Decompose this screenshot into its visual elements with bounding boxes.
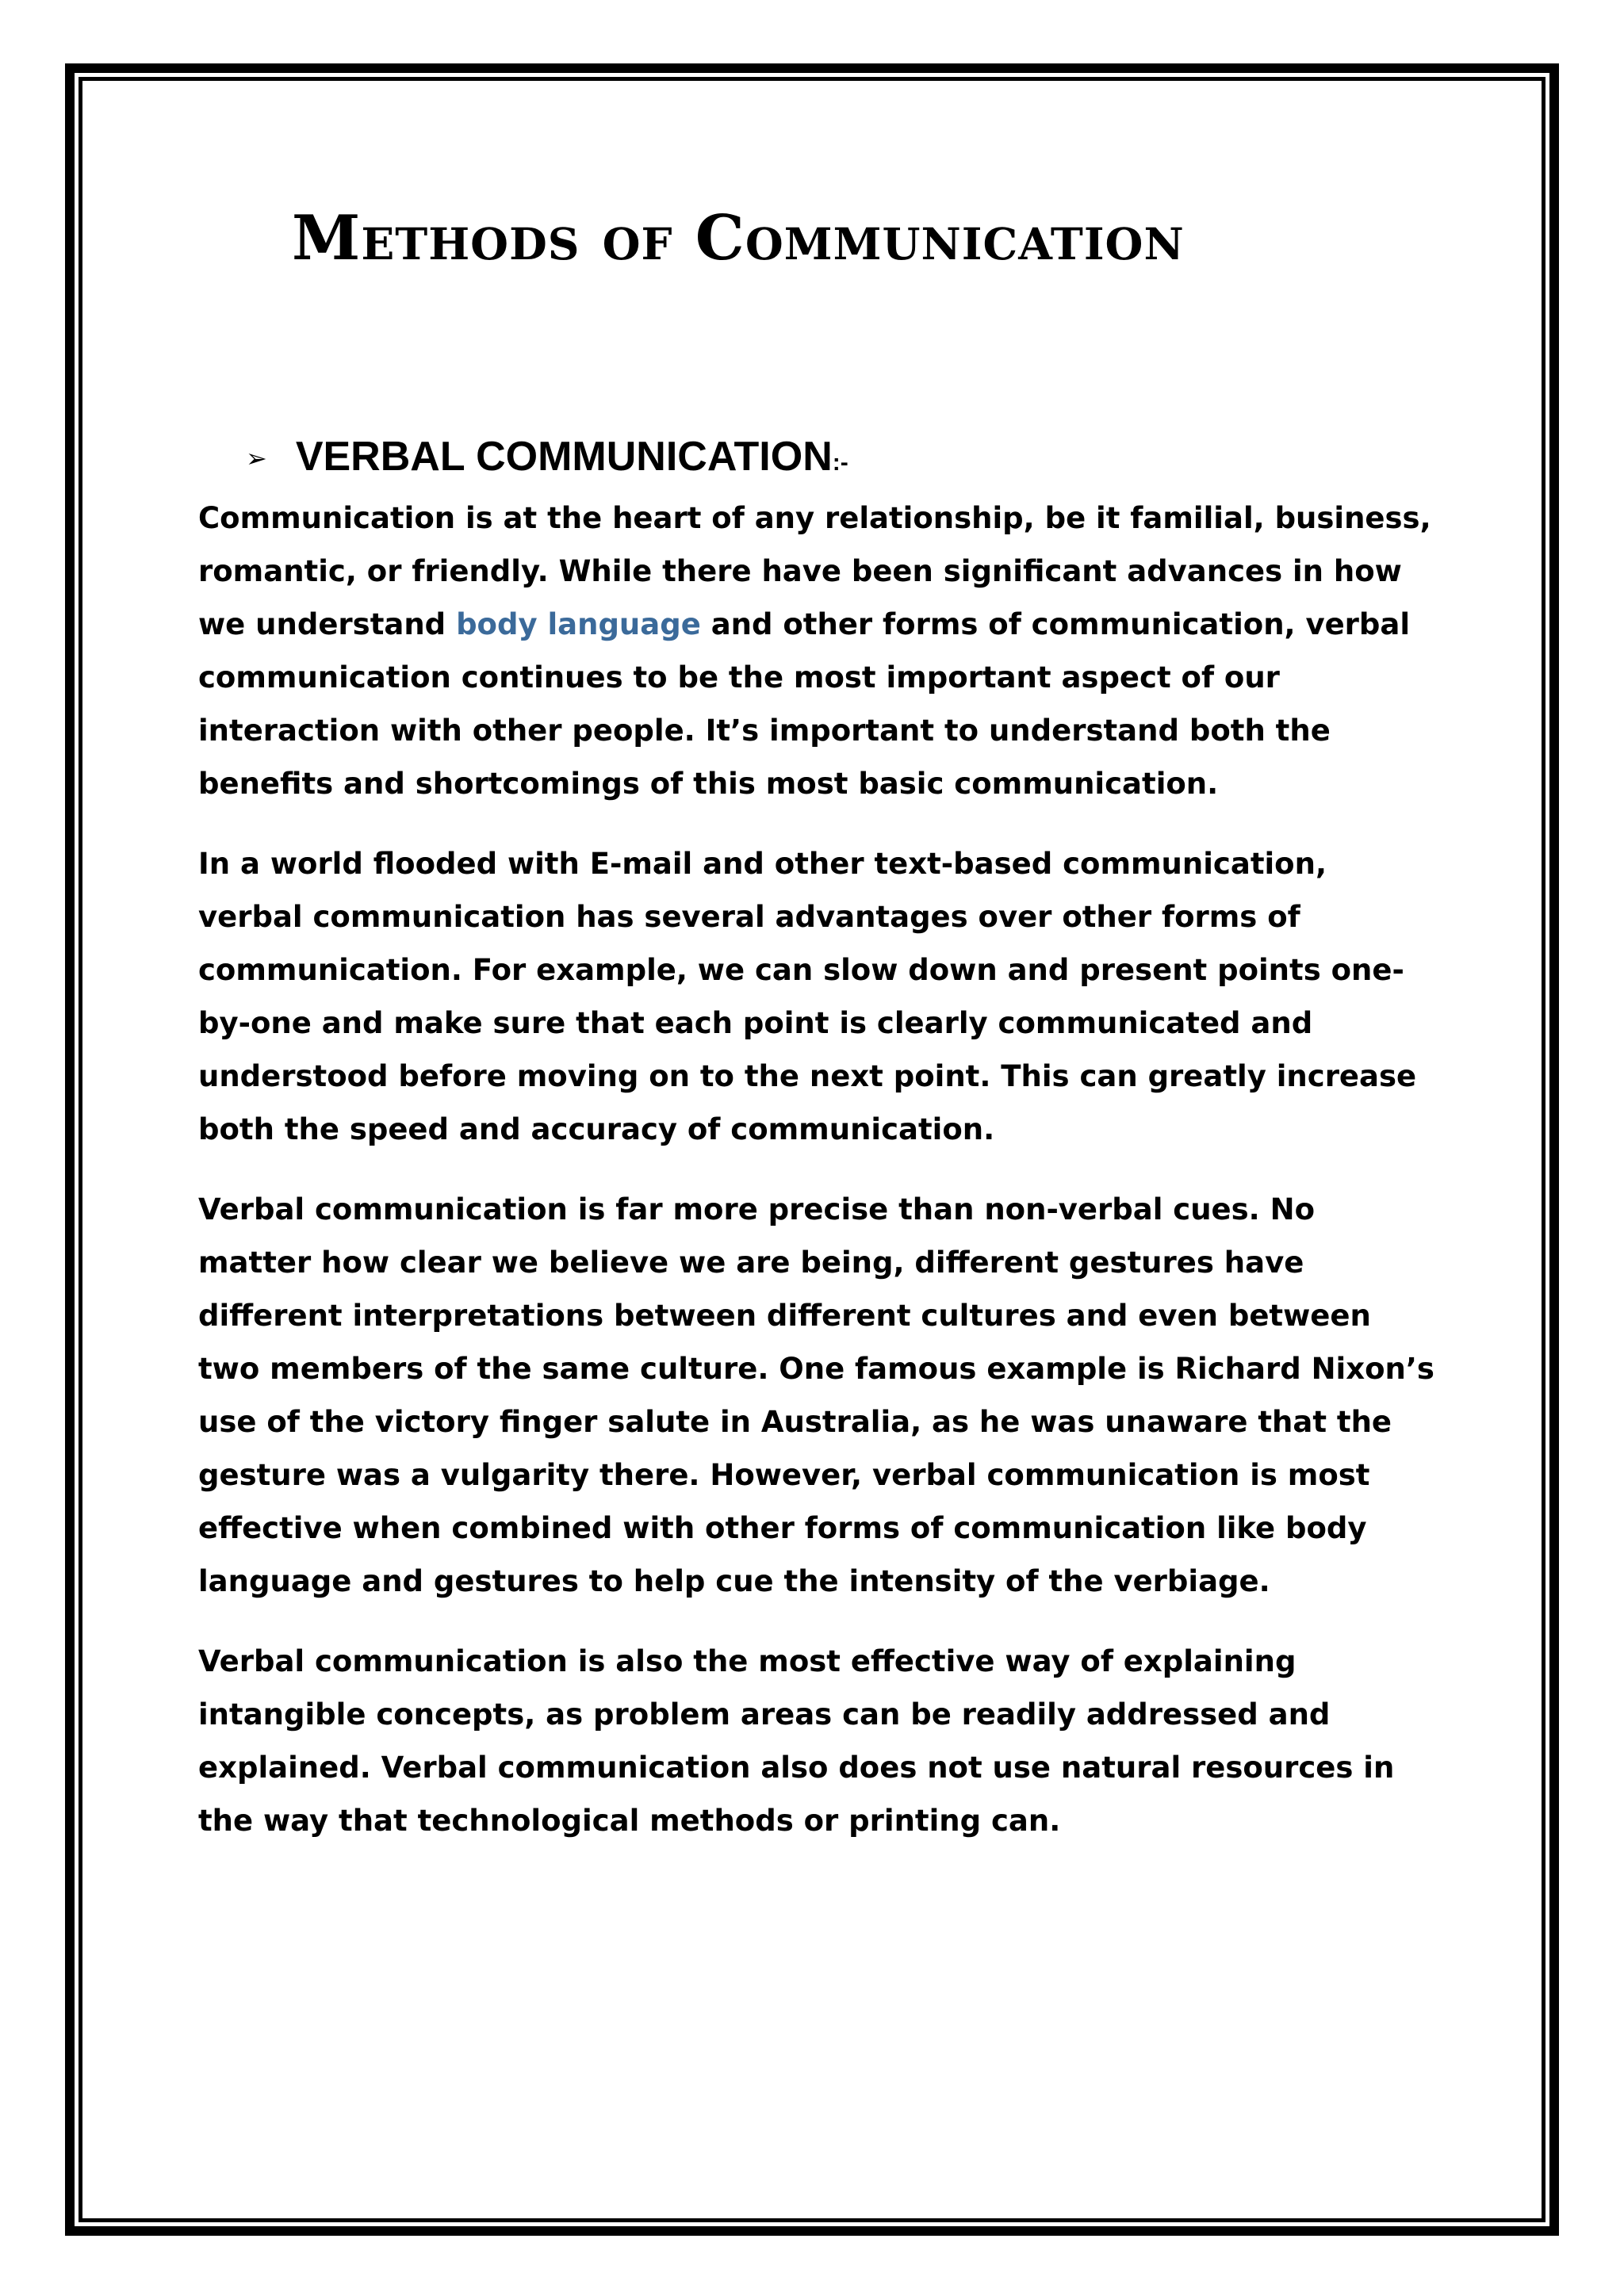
section-heading [246,434,848,480]
paragraph: Verbal communication is far more precise than non-verbal cues. No matter how clear we believe we are being, different gestures have different interpretations between different cultures and even between two members of the same culture. One famous example is Richard Nixon’s use of the victory finger salute in Australia, as he was unaware that the gesture was a vulgarity there. However, verbal communication is most effective when combined with other forms of communication like body language and gestures to help cue the intensity of the verbiage. [198,1192,1434,1598]
section-heading-text: VERBAL COMMUNICATION [295,434,833,480]
paragraph: Verbal communication is also the most effective way of explaining intangible concepts, as problem areas can be readily addressed and explained. Verbal communication also does not use natural resources in the way that technological methods or printing can. [198,1644,1395,1838]
section-heading-suffix: :- [832,450,848,476]
document-title: Methods of Communication [292,202,1185,274]
paragraph-text: and other forms of communication, verbal communication continues to be the most important aspect of our interaction with other people. It’s important to understand both the benefits and shortcomings of this most basic communication. [198,607,1411,801]
paragraph: In a world flooded with E-mail and other text-based communication, verbal communication has several advantages over other forms of communication. For example, we can slow down and present points one-by-one and make sure that each point is clearly communicated and understood before moving on to the next point. This can greatly increase both the speed and accuracy of communication. [198,847,1417,1146]
body-language-link[interactable]: body language [456,607,701,641]
paragraph-text: Communication is at the heart of any relationship, be it familial, business, romantic, or friendly. While there have been significant advances in how we understand [198,501,1431,641]
arrowhead-bullet-icon: ➢ [246,443,267,473]
paragraph [198,492,1435,810]
document-body [198,492,1435,1874]
